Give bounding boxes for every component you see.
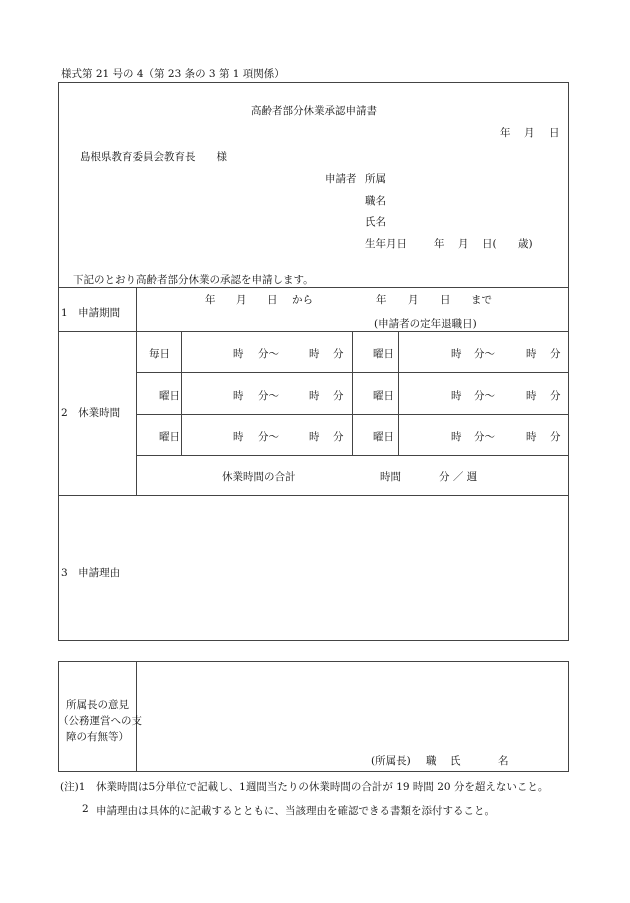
period-until: まで xyxy=(471,294,492,306)
row1-left-start-hour: 時 xyxy=(233,348,244,360)
row1-left-end-minute: 分 xyxy=(333,348,344,360)
application-form xyxy=(58,82,569,641)
date-day-label: 日 xyxy=(549,127,560,139)
row3-right-end-minute: 分 xyxy=(550,431,561,443)
column-line xyxy=(181,331,182,455)
note-1-text: 休業時間は5分単位で記載し、1週間当たりの休業時間の合計が 19 時間 20 分を超えないこと。 xyxy=(96,781,549,793)
row3-left-end-minute: 分 xyxy=(333,431,344,443)
divider-line xyxy=(58,331,569,332)
applicant-label: 申請者 xyxy=(325,173,357,185)
period-end-month: 月 xyxy=(408,294,419,306)
period-from: から xyxy=(292,294,313,306)
position-label: 職名 xyxy=(365,195,386,207)
row2-right-end-hour: 時 xyxy=(526,390,537,402)
period-start-year: 年 xyxy=(205,294,216,306)
row3-right-start-hour: 時 xyxy=(451,431,462,443)
row1-right-start-hour: 時 xyxy=(451,348,462,360)
row3-left-label: 曜日 xyxy=(159,431,180,443)
row1-right-label: 曜日 xyxy=(373,348,394,360)
row3-right-label: 曜日 xyxy=(373,431,394,443)
date-month-label: 月 xyxy=(524,127,535,139)
row1-right-end-minute: 分 xyxy=(550,348,561,360)
row2-left-end-minute: 分 xyxy=(333,390,344,402)
period-end-year: 年 xyxy=(376,294,387,306)
divider-line xyxy=(58,287,569,288)
opinion-label-line3: 障の有無等） xyxy=(66,731,129,743)
row3-right-end-hour: 時 xyxy=(526,431,537,443)
row1-right-end-hour: 時 xyxy=(526,348,537,360)
supervisor-name-label-1: 氏 xyxy=(450,755,461,767)
supervisor-title-label: 職 xyxy=(426,755,437,767)
note-1-mark: (注)1 xyxy=(60,781,86,793)
row2-left-label: 曜日 xyxy=(159,390,180,402)
note-2-mark: 2 xyxy=(82,803,89,815)
column-line xyxy=(136,287,137,495)
row2-right-label: 曜日 xyxy=(373,390,394,402)
age-label: 歳) xyxy=(518,238,533,250)
addressee: 島根県教育委員会教育長 様 xyxy=(80,151,227,163)
row1-right-start-minute: 分〜 xyxy=(474,348,495,360)
form-title: 高齢者部分休業承認申請書 xyxy=(251,105,377,117)
row1-left-start-minute: 分〜 xyxy=(258,348,279,360)
row2-left-end-hour: 時 xyxy=(309,390,320,402)
hours-label: 2 休業時間 xyxy=(61,407,121,419)
row2-right-start-hour: 時 xyxy=(451,390,462,402)
form-reference: 様式第 21 号の 4（第 23 条の 3 第 1 項関係） xyxy=(61,68,285,80)
divider-line xyxy=(58,495,569,496)
row3-right-start-minute: 分〜 xyxy=(474,431,495,443)
total-hours-unit: 時間 xyxy=(380,471,401,483)
period-start-month: 月 xyxy=(236,294,247,306)
date-year-label: 年 xyxy=(500,127,511,139)
row1-left-end-hour: 時 xyxy=(309,348,320,360)
birth-month-label: 月 xyxy=(458,238,469,250)
row3-left-start-minute: 分〜 xyxy=(258,431,279,443)
row3-left-end-hour: 時 xyxy=(309,431,320,443)
row2-right-start-minute: 分〜 xyxy=(474,390,495,402)
row3-left-start-hour: 時 xyxy=(233,431,244,443)
opinion-label-line1: 所属長の意見 xyxy=(66,699,129,711)
divider-line xyxy=(136,455,569,456)
total-minutes-unit: 分 ／ 週 xyxy=(439,471,478,483)
intro-text: 下記のとおり高齢者部分休業の承認を申請します。 xyxy=(73,274,314,286)
birth-date-label: 生年月日 xyxy=(365,238,407,250)
retirement-date-note: (申請者の定年退職日) xyxy=(374,318,477,330)
column-line xyxy=(398,331,399,455)
row2-left-start-minute: 分〜 xyxy=(258,390,279,402)
period-start-day: 日 xyxy=(267,294,278,306)
note-2-text: 申請理由は具体的に記載するとともに、当該理由を確認できる書類を添付すること。 xyxy=(96,805,495,817)
row2-left-start-hour: 時 xyxy=(233,390,244,402)
row2-right-end-minute: 分 xyxy=(550,390,561,402)
name-label: 氏名 xyxy=(365,216,386,228)
birth-year-label: 年 xyxy=(434,238,445,250)
reason-label: 3 申請理由 xyxy=(61,567,121,579)
birth-day-label: 日( xyxy=(482,238,497,250)
supervisor-role: (所属長) xyxy=(371,755,411,767)
affiliation-label: 所属 xyxy=(365,173,386,185)
row1-left-label: 毎日 xyxy=(149,348,170,360)
supervisor-name-label-2: 名 xyxy=(498,755,509,767)
total-label: 休業時間の合計 xyxy=(222,471,296,483)
period-end-day: 日 xyxy=(440,294,451,306)
period-label: 1 申請期間 xyxy=(61,307,121,319)
column-line xyxy=(352,331,353,455)
opinion-label-line2: （公務運営への支 xyxy=(58,715,142,727)
